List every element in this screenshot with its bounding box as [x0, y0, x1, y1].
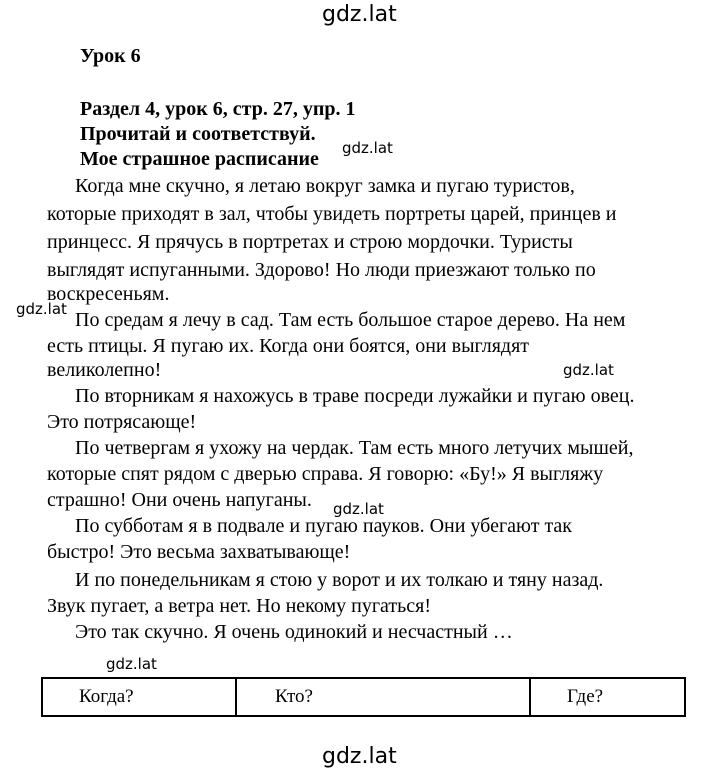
watermark-bottom: gdz.lat: [322, 744, 397, 769]
text-line: есть птицы. Я пугаю их. Когда они боятся, они выглядят: [47, 335, 530, 357]
watermark-4: gdz.lat: [333, 500, 384, 518]
exercise-reference: Раздел 4, урок 6, стр. 27, упр. 1: [80, 98, 356, 120]
text-line: По четвергам я ухожу на чердак. Там есть много летучих мышей,: [75, 437, 634, 459]
text-line: выглядят испуганными. Здорово! Но люди приезжают только по: [47, 259, 596, 281]
text-line: Это так скучно. Я очень одинокий и несчастный …: [75, 621, 513, 643]
watermark-5: gdz.lat: [106, 655, 157, 673]
text-line: быстро! Это весьма захватывающе!: [47, 541, 351, 563]
watermark-top: gdz.lat: [322, 2, 397, 27]
text-line: страшно! Они очень напуганы.: [47, 489, 312, 511]
text-line: По вторникам я нахожусь в траве посреди лужайки и пугаю овец.: [75, 385, 635, 407]
text-line: великолепно!: [47, 359, 162, 381]
text-line: Звук пугает, а ветра нет. Но некому пугаться!: [47, 595, 432, 617]
watermark-2: gdz.lat: [16, 300, 67, 318]
table-row: [42, 678, 685, 716]
table-header-who: Кто?: [236, 678, 530, 716]
text-line: воскресеньям.: [47, 283, 170, 305]
story-title: Мое страшное расписание: [80, 148, 319, 170]
table-header-when: Когда?: [42, 678, 236, 716]
answer-table: [41, 677, 686, 717]
text-line: которые спят рядом с дверью справа. Я говорю: «Бу!» Я выгляжу: [47, 463, 604, 485]
watermark-1: gdz.lat: [342, 139, 393, 157]
watermark-3: gdz.lat: [563, 361, 614, 379]
text-line: По средам я лечу в сад. Там есть большое старое дерево. На нем: [75, 309, 626, 331]
exercise-task: Прочитай и соответствуй.: [80, 123, 316, 145]
text-line: И по понедельникам я стою у ворот и их толкаю и тяну назад.: [75, 569, 604, 591]
text-line: Это потрясающе!: [47, 411, 197, 433]
table-header-where: Где?: [530, 678, 685, 716]
text-line: По субботам я в подвале и пугаю пауков. Они убегают так: [75, 515, 573, 537]
text-line: которые приходят в зал, чтобы увидеть портреты царей, принцев и: [47, 203, 617, 225]
lesson-title: Урок 6: [80, 45, 141, 67]
text-line: принцесс. Я прячусь в портретах и строю мордочки. Туристы: [47, 231, 573, 253]
text-line: Когда мне скучно, я летаю вокруг замка и пугаю туристов,: [75, 175, 575, 197]
